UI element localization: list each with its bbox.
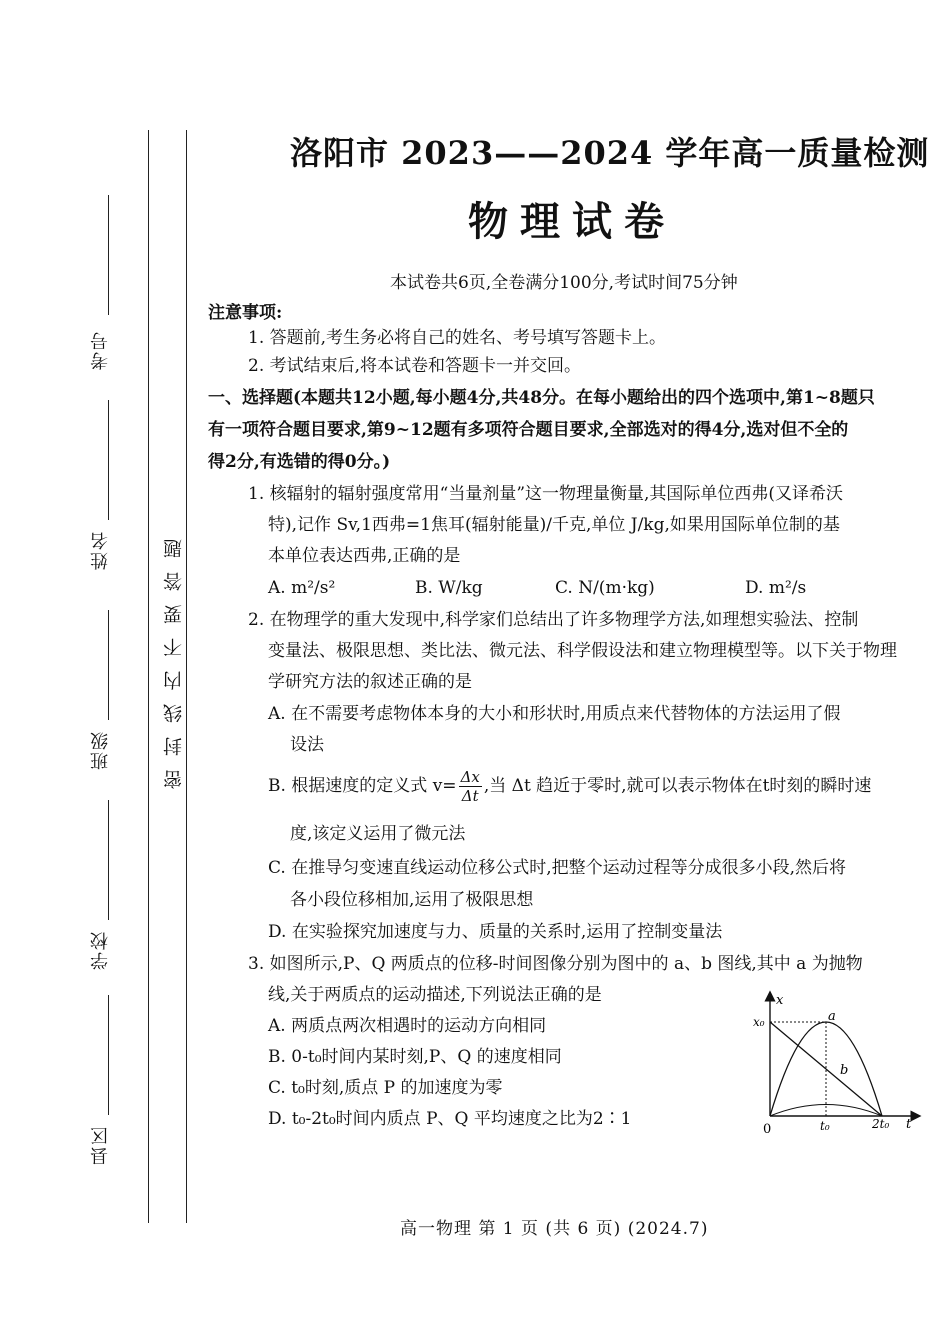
field-blank-name[interactable] <box>108 400 109 520</box>
q2-option-b-cont: 度,该定义运用了微元法 <box>290 824 466 844</box>
x-axis-label: t <box>906 1117 912 1132</box>
field-label-school: 学校 <box>90 930 111 970</box>
section-instructions: 有一项符合题目要求,第9~12题有多项符合题目要求,全部选对的得4分,选对但不全的 <box>208 420 849 440</box>
position-time-graph <box>748 988 928 1138</box>
q1-option-d[interactable]: D. m²/s <box>745 578 807 598</box>
field-blank-exam-number[interactable] <box>108 195 109 315</box>
exam-intro: 本试卷共6页,全卷满分100分,考试时间75分钟 <box>390 273 738 293</box>
question-3-text: 3. 如图所示,P、Q 两质点的位移-时间图像分别为图中的 a、b 图线,其中 a 为抛物 <box>248 954 863 974</box>
q3-option-c[interactable]: C. t₀时刻,质点 P 的加速度为零 <box>268 1078 503 1098</box>
q3-option-a[interactable]: A. 两质点两次相遇时的运动方向相同 <box>268 1016 547 1036</box>
q2-option-b-pre: B. 根据速度的定义式 v= <box>268 776 457 796</box>
field-label-class: 班级 <box>90 730 111 770</box>
field-blank-school[interactable] <box>108 800 109 920</box>
origin-label: 0 <box>763 1122 772 1137</box>
field-label-name: 姓名 <box>90 530 111 570</box>
section-instructions: 得2分,有选错的得0分。) <box>208 452 391 472</box>
x0-label: x₀ <box>753 1015 765 1029</box>
subject-title: 物理试卷 <box>468 198 676 245</box>
question-1-text: 1. 核辐射的辐射强度常用“当量剂量”这一物理量衡量,其国际单位西弗(又译希沃 <box>248 484 844 504</box>
q2-option-c-cont: 各小段位移相加,运用了极限思想 <box>290 890 534 910</box>
q2-option-a[interactable]: A. 在不需要考虑物体本身的大小和形状时,用质点来代替物体的方法运用了假 <box>268 704 841 724</box>
curve-a-label: a <box>828 1009 836 1024</box>
2t0-label: 2t₀ <box>872 1117 890 1131</box>
q3-option-b[interactable]: B. 0-t₀时间内某时刻,P、Q 的速度相同 <box>268 1047 562 1067</box>
notice-heading: 注意事项: <box>208 303 283 323</box>
t0-label: t₀ <box>820 1119 830 1133</box>
notice-item: 1. 答题前,考生务必将自己的姓名、考号填写答题卡上。 <box>248 328 667 348</box>
q1-option-b[interactable]: B. W/kg <box>415 578 483 598</box>
velocity-fraction <box>459 768 482 805</box>
binding-line-outer <box>148 130 149 1223</box>
q2-option-b-post: ,当 Δt 趋近于零时,就可以表示物体在t时刻的瞬时速 <box>483 776 872 796</box>
curve-b-label: b <box>840 1063 849 1078</box>
field-label-exam-number: 考号 <box>90 330 111 370</box>
fraction-numerator: Δx <box>460 768 480 786</box>
q2-option-c[interactable]: C. 在推导匀变速直线运动位移公式时,把整个运动过程等分成很多小段,然后将 <box>268 858 847 878</box>
q1-option-c[interactable]: C. N/(m·kg) <box>555 578 655 598</box>
q2-option-d[interactable]: D. 在实验探究加速度与力、质量的关系时,运用了控制变量法 <box>268 922 723 942</box>
field-label-district: 县区 <box>90 1125 111 1165</box>
question-2-text: 学研究方法的叙述正确的是 <box>268 672 472 692</box>
field-blank-class[interactable] <box>108 610 109 720</box>
y-axis-label: x <box>776 993 784 1008</box>
fraction-denominator: Δt <box>461 787 479 805</box>
question-3-text: 线,关于两质点的运动描述,下列说法正确的是 <box>268 985 602 1005</box>
q2-option-a-cont: 设法 <box>290 735 324 755</box>
field-blank-district[interactable] <box>108 995 109 1115</box>
exam-title: 洛阳市 2023——2024 学年高一质量检测 <box>290 134 930 172</box>
notice-item: 2. 考试结束后,将本试卷和答题卡一并交回。 <box>248 356 582 376</box>
seal-notice: 密封线内不要答题 <box>163 525 185 789</box>
q1-option-a[interactable]: A. m²/s² <box>268 578 336 598</box>
question-2-text: 变量法、极限思想、类比法、微元法、科学假设法和建立物理模型等。以下关于物理 <box>268 641 897 661</box>
question-1-text: 本单位表达西弗,正确的是 <box>268 546 461 566</box>
q2-option-b[interactable] <box>268 768 871 805</box>
question-1-text: 特),记作 Sv,1西弗=1焦耳(辐射能量)/千克,单位 J/kg,如果用国际单位制的基 <box>268 515 840 535</box>
q3-option-d[interactable]: D. t₀-2t₀时间内质点 P、Q 平均速度之比为2∶1 <box>268 1109 632 1129</box>
page-footer: 高一物理 第 1 页 (共 6 页) (2024.7) <box>400 1219 709 1239</box>
section-instructions: 一、选择题(本题共12小题,每小题4分,共48分。在每小题给出的四个选项中,第1~8题只 <box>208 388 875 408</box>
question-2-text: 2. 在物理学的重大发现中,科学家们总结出了许多物理学方法,如理想实验法、控制 <box>248 610 859 630</box>
